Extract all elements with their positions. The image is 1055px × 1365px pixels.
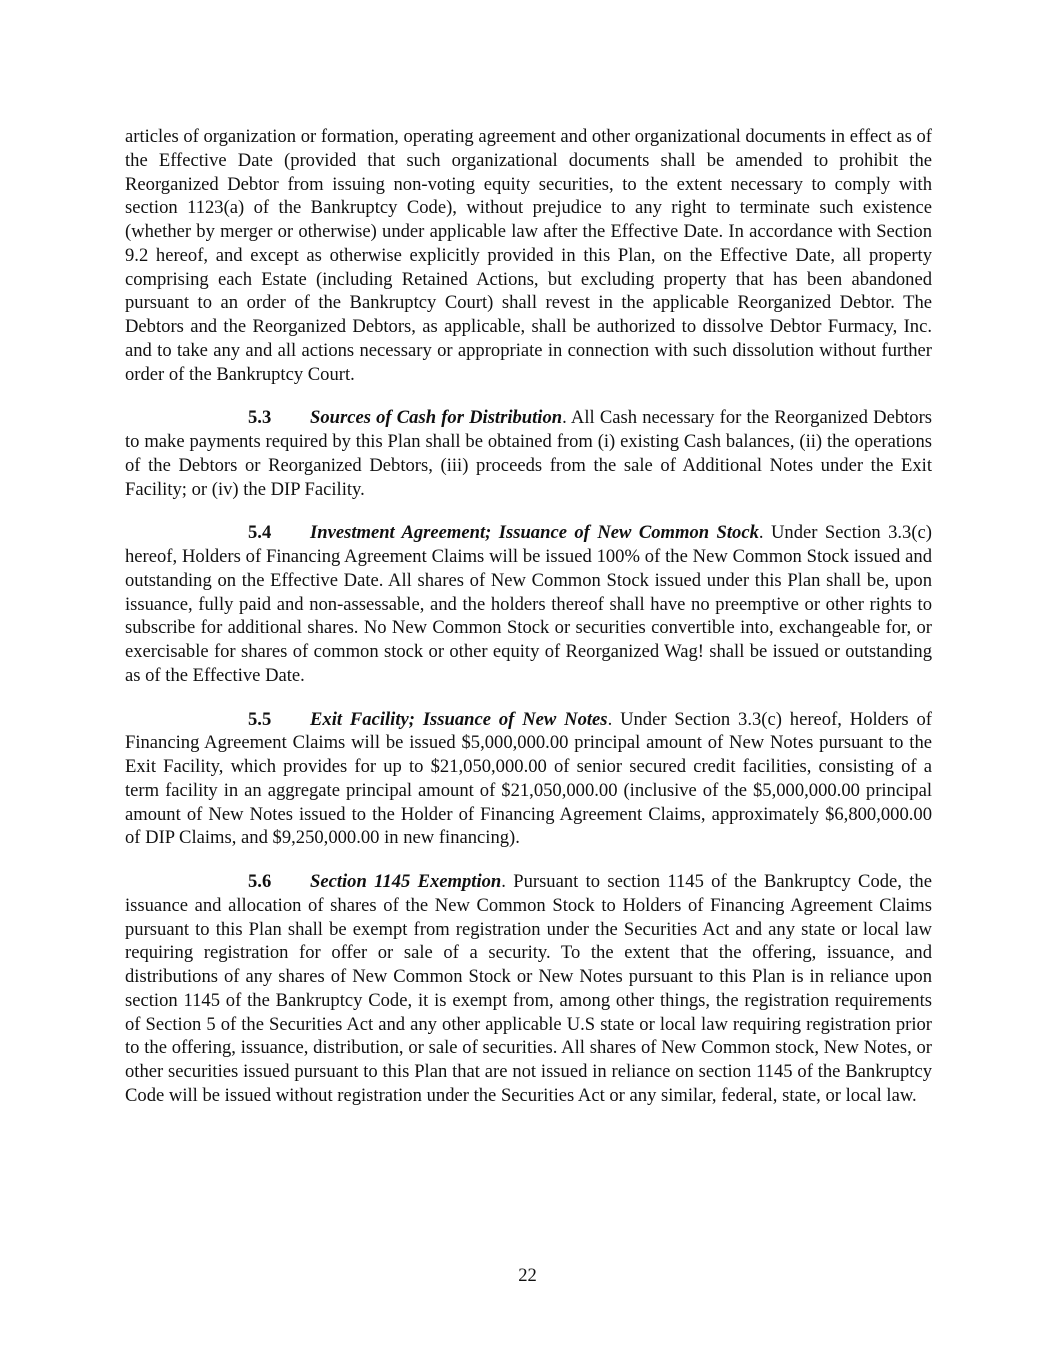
section-body: . Pursuant to section 1145 of the Bankruptcy Code, the issuance and allocation of shares of the New Common Stock to Holders of Financing Agreement Claims pursuant to this Plan shall be exempt from registration under the Securities Act and any state or local law requiring registration for offer or sale of a security. To the extent that the offering, issuance, and distributions of any shares of New Common Stock or New Notes pursuant to this Plan is in reliance upon section 1145 of the Bankruptcy Code, it is exempt from, among other things, the registration requirements of Section 5 of the Securities Act and any other applicable U.S state or local law requiring registration prior to the offering, issuance, distribution, or sale of securities. All shares of New Common stock, New Notes, or other securities issued pursuant to this Plan that are not issued in reliance on section 1145 of the Bankruptcy Code will be issued without registration under the Securities Act or any similar, federal, state, or local law. <box>125 871 932 1106</box>
section-number: 5.6 <box>248 871 272 892</box>
section-body: . Under Section 3.3(c) hereof, Holders of Financing Agreement Claims will be issued 100% of the New Common Stock issued and outstanding on the Effective Date. All shares of New Common Stock issued under this Plan shall be, upon issuance, fully paid and non-assessable, and the holders thereof shall have no preemptive or other rights to subscribe for additional shares. No New Common Stock or securities convertible into, exchangeable for, or exercisable for shares of common stock or other equity of Reorganized Wag! shall be issued or outstanding as of the Effective Date. <box>125 522 932 686</box>
section-5-6-paragraph <box>125 870 932 1108</box>
section-5-4-paragraph <box>125 521 932 687</box>
document-page <box>125 125 932 1108</box>
section-body: . Under Section 3.3(c) hereof, Holders of Financing Agreement Claims will be issued $5,000,000.00 principal amount of New Notes pursuant to the Exit Facility, which provides for up to $21,050,000.00 of senior secured credit facilities, consisting of a term facility in an aggregate principal amount of $21,050,000.00 (inclusive of the $5,000,000.00 principal amount of New Notes issued to the Holder of Financing Agreement Claims, approximately $6,800,000.00 of DIP Claims, and $9,250,000.00 in new financing). <box>125 708 932 849</box>
section-heading: Section 1145 Exemption <box>310 871 502 892</box>
section-number: 5.5 <box>248 708 272 730</box>
section-5-5-paragraph <box>125 708 932 851</box>
section-heading: Investment Agreement; Issuance of New Common Stock <box>310 522 759 544</box>
section-number: 5.4 <box>248 522 272 544</box>
section-number: 5.3 <box>248 407 272 429</box>
section-heading: Exit Facility; Issuance of New Notes <box>310 708 608 730</box>
section-5-3-paragraph <box>125 406 932 501</box>
page-number: 22 <box>518 1265 537 1286</box>
section-body: . All Cash necessary for the Reorganized Debtors to make payments required by this Plan shall be obtained from (i) existing Cash balances, (ii) the operations of the Debtors or Reorganized Debtors, (iii) proceeds from the sale of Additional Notes under the Exit Facility; or (iv) the DIP Facility. <box>125 407 933 500</box>
section-heading: Sources of Cash for Distribution <box>310 407 563 429</box>
intro-paragraph: articles of organization or formation, operating agreement and other organizational documents in effect as of the Effective Date (provided that such organizational documents shall be amended to prohibit the Reorganized Debtor from issuing non-voting equity securities, to the extent necessary to comply with section 1123(a) of the Bankruptcy Code), without prejudice to any right to terminate such existence (whether by merger or otherwise) under applicable law after the Effective Date. In accordance with Section 9.2 hereof, and except as otherwise explicitly provided in this Plan, on the Effective Date, all property comprising each Estate (including Retained Actions, but excluding property that has been abandoned pursuant to an order of the Bankruptcy Court) shall revest in the applicable Reorganized Debtor. The Debtors and the Reorganized Debtors, as applicable, shall be authorized to dissolve Debtor Furmacy, Inc. and to take any and all actions necessary or appropriate in connection with such dissolution without further order of the Bankruptcy Court. <box>125 126 932 385</box>
